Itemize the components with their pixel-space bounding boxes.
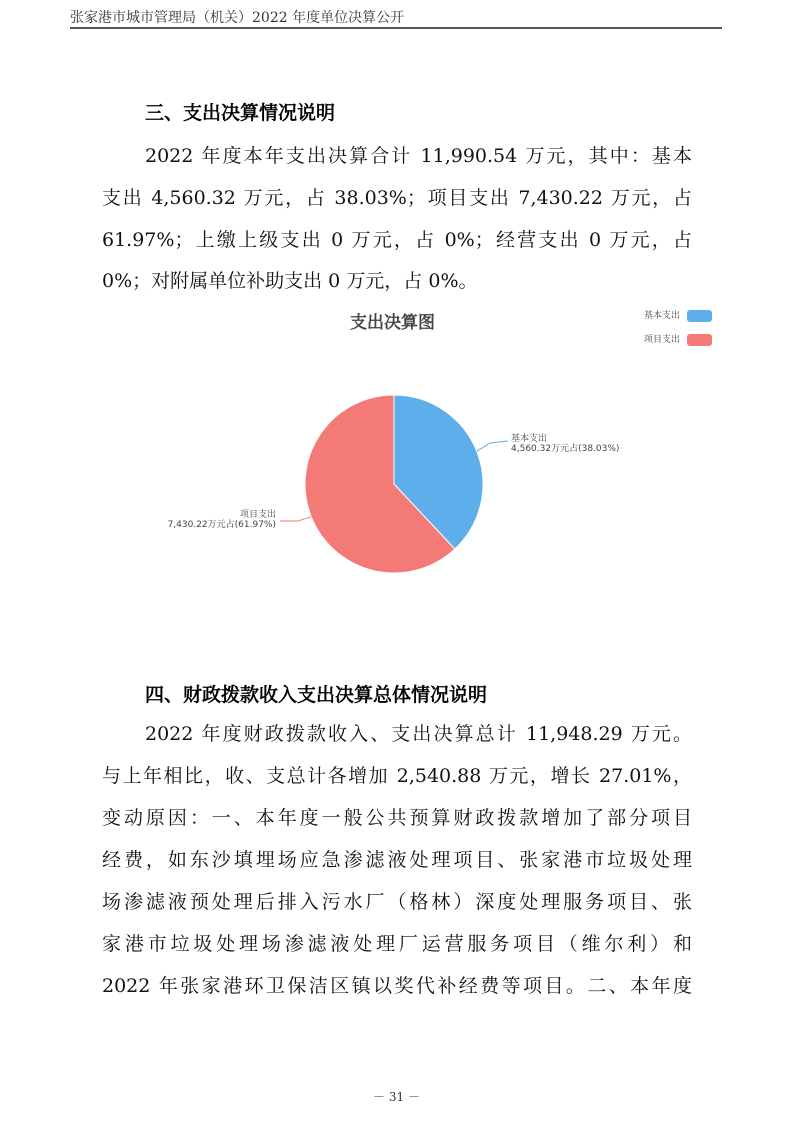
section-3-line: 61.97%；上缴上级支出 0 万元，占 0%；经营支出 0 万元，占 [102, 229, 692, 251]
pie-label-name: 基本支出 [511, 434, 548, 444]
section-4-line: 2022 年度财政拨款收入、支出决算总计 11,948.29 万元。 [145, 723, 692, 745]
pie-label-value: 7,430.22万元占(61.97%) [167, 520, 276, 530]
page-number: － 31 － [373, 1090, 420, 1104]
section-4-line: 场渗滤液预处理后排入污水厂（格林）深度处理服务项目、张 [102, 891, 692, 913]
pie-leader-line [477, 441, 508, 451]
legend-label: 项目支出 [643, 335, 680, 345]
pie-label-value: 4,560.32万元占(38.03%) [511, 444, 620, 454]
section-3-line: 0%；对附属单位补助支出 0 万元，占 0%。 [102, 270, 478, 292]
section-4-line: 家港市垃圾处理场渗滤液处理厂运营服务项目（维尔利）和 [102, 933, 692, 955]
pie-label-basic [511, 434, 619, 454]
chart-title: 支出决算图 [350, 313, 435, 333]
section-3-line: 支出 4,560.32 万元，占 38.03%；项目支出 7,430.22 万元，占 [102, 187, 692, 209]
section-4-line: 变动原因：一、本年度一般公共预算财政拨款增加了部分项目 [102, 807, 692, 829]
section-3-line: 2022 年度本年支出决算合计 11,990.54 万元，其中：基本 [145, 145, 692, 167]
section-3-heading: 三、支出决算情况说明 [145, 102, 336, 124]
pie-label-project [150, 510, 276, 530]
section-4-line: 经费，如东沙填埋场应急渗滤液处理项目、张家港市垃圾处理 [102, 849, 692, 871]
section-4-line: 与上年相比，收、支总计各增加 2,540.88 万元，增长 27.01%， [102, 765, 692, 787]
legend-label: 基本支出 [643, 311, 680, 321]
page-header: 张家港市城市管理局（机关）2022 年度单位决算公开 [70, 10, 405, 26]
section-4-heading: 四、财政拨款收入支出决算总体情况说明 [145, 684, 488, 706]
pie-label-name: 项目支出 [239, 510, 276, 520]
pie-leader-line [280, 517, 311, 521]
section-4-line: 2022 年张家港环卫保洁区镇以奖代补经费等项目。二、本年度 [102, 975, 692, 997]
